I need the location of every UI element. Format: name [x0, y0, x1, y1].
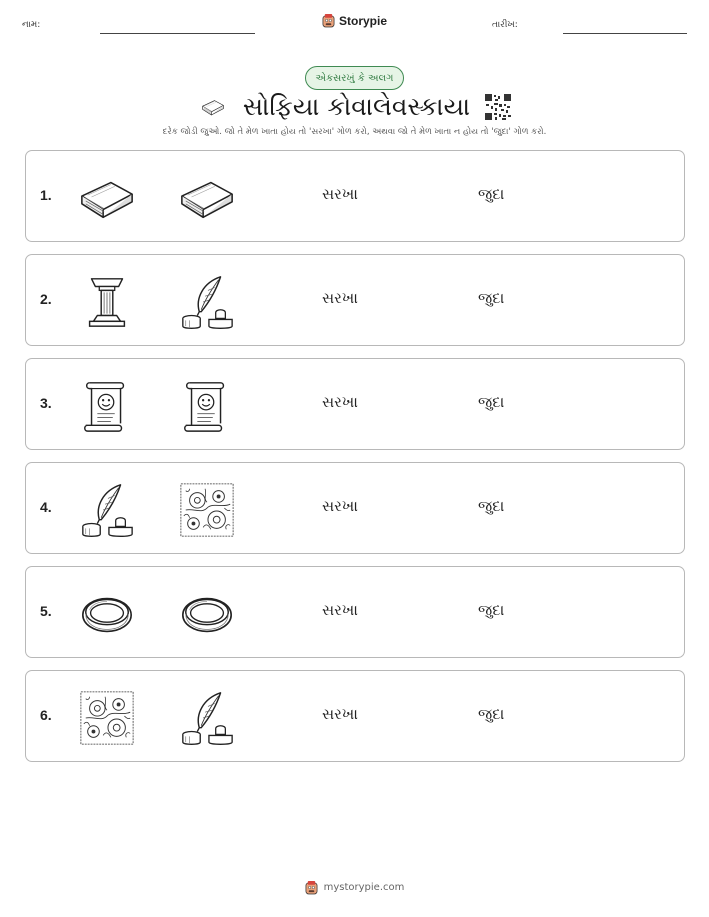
item-card-1: [25, 150, 685, 242]
quill-ink-icon: [78, 481, 136, 539]
page-title: સોફિયા કોવાલેવસ્કાયા: [242, 92, 471, 121]
brand-logo: [0, 13, 709, 28]
item-card-4: [25, 462, 685, 554]
item-number: 2.: [40, 291, 52, 307]
ring-icon: [78, 585, 136, 643]
date-label: તારીખ:: [492, 20, 518, 30]
book-icon: [178, 169, 236, 227]
theater-scroll-icon: [178, 377, 236, 435]
lectern-icon: [78, 273, 136, 331]
footer: [0, 880, 709, 895]
same-option[interactable]: સરખા: [322, 393, 358, 411]
floral-pattern-icon: [178, 481, 236, 539]
book-icon: [197, 95, 229, 119]
item-number: 1.: [40, 187, 52, 203]
storypie-mascot-icon: [322, 13, 335, 28]
theater-scroll-icon: [78, 377, 136, 435]
instructions-text: દરેક જોડી જુઓ. જો તે મેળ ખાતા હોય તો 'સરખા' ગોળ કરો, અથવા જો તે મેળ ખાતા ન હોય તો 'જુદા' ગોળ કરો.: [162, 127, 547, 137]
name-blank-line[interactable]: [100, 33, 255, 34]
qr-code-icon: [484, 93, 512, 121]
item-card-5: [25, 566, 685, 658]
footer-url[interactable]: mystorypie.com: [323, 882, 405, 893]
item-card-6: [25, 670, 685, 762]
book-icon: [78, 169, 136, 227]
storypie-mascot-icon: [305, 880, 318, 895]
brand-name: Storypie: [338, 13, 387, 28]
same-option[interactable]: સરખા: [322, 289, 358, 307]
item-number: 4.: [40, 499, 52, 515]
quill-ink-icon: [178, 689, 236, 747]
same-option[interactable]: સરખા: [322, 497, 358, 515]
item-card-3: [25, 358, 685, 450]
item-number: 3.: [40, 395, 52, 411]
item-card-2: [25, 254, 685, 346]
same-option[interactable]: સરખા: [322, 705, 358, 723]
same-option[interactable]: સરખા: [322, 185, 358, 203]
quill-ink-icon: [178, 273, 236, 331]
ring-icon: [178, 585, 236, 643]
different-option[interactable]: જુદા: [478, 289, 505, 307]
item-number: 5.: [40, 603, 52, 619]
date-blank-line[interactable]: [563, 33, 687, 34]
floral-pattern-icon: [78, 689, 136, 747]
different-option[interactable]: જુદા: [478, 705, 505, 723]
item-number: 6.: [40, 707, 52, 723]
name-label: નામ:: [22, 20, 41, 30]
different-option[interactable]: જુદા: [478, 393, 505, 411]
different-option[interactable]: જુદા: [478, 497, 505, 515]
different-option[interactable]: જુદા: [478, 185, 505, 203]
activity-type-badge: એકસરખું કે અલગ: [305, 66, 404, 90]
different-option[interactable]: જુદા: [478, 601, 505, 619]
same-option[interactable]: સરખા: [322, 601, 358, 619]
title-row: [0, 88, 709, 126]
